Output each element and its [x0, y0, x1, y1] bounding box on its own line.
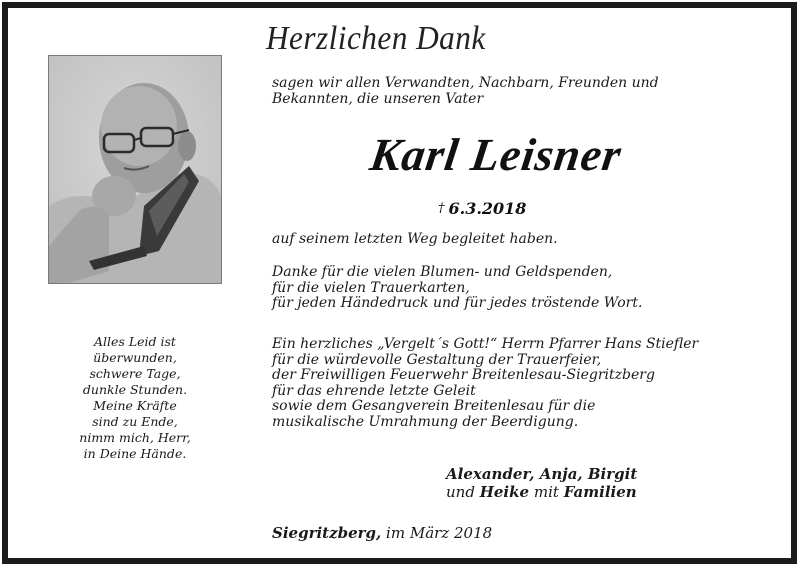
poem-line: nimm mich, Herr, — [79, 430, 191, 445]
poem-line: überwunden, — [93, 350, 177, 365]
intro-line: Bekannten, die unseren Vater — [272, 90, 484, 107]
memorial-poem — [58, 334, 212, 462]
signers-line-1 — [446, 465, 637, 483]
signer-families: Familien — [563, 483, 637, 501]
death-date-line — [438, 199, 526, 218]
signer-name: Heike — [479, 483, 530, 501]
signer-connector: mit — [533, 483, 559, 501]
poem-line: Meine Kräfte — [93, 398, 177, 413]
place-town: Siegritzberg, — [272, 524, 382, 542]
signers-line-2 — [446, 483, 637, 501]
portrait-photo — [48, 55, 222, 284]
place-date: im März 2018 — [386, 524, 493, 542]
place-and-date — [272, 524, 492, 542]
paragraph-line: für die vielen Trauerkarten, — [272, 279, 470, 296]
cross-icon: † — [438, 201, 445, 216]
portrait-image — [49, 56, 221, 283]
intro-text — [272, 76, 659, 107]
poem-line: dunkle Stunden. — [82, 382, 188, 397]
intro-line: sagen wir allen Verwandten, Nachbarn, Freunden und — [272, 75, 659, 91]
deceased-name: Karl Leisner — [366, 129, 626, 180]
paragraph-line: für jeden Händedruck und für jedes tröstende Wort. — [272, 295, 643, 311]
poem-line: Alles Leid ist — [94, 334, 176, 349]
signers — [446, 465, 637, 501]
poem-line: sind zu Ende, — [92, 414, 178, 429]
paragraph-line: sowie dem Gesangverein Breitenlesau für die — [272, 398, 596, 414]
notice-heading: Herzlichen Dank — [266, 20, 486, 57]
paragraph-line: Ein herzliches „Vergelt´s Gott!“ Herrn Pfarrer Hans Stiefler — [272, 336, 699, 352]
signer-connector: und — [446, 483, 475, 501]
signer-names: Alexander, Anja, Birgit — [446, 465, 638, 483]
paragraph-acknowledgements — [272, 337, 698, 430]
paragraph-line: auf seinem letzten Weg begleitet haben. — [272, 231, 558, 247]
paragraph-accompanied — [272, 232, 558, 248]
paragraph-thanks — [272, 265, 642, 312]
death-date: 6.3.2018 — [448, 199, 527, 218]
paragraph-line: für das ehrende letzte Geleit — [272, 382, 476, 399]
poem-line: schwere Tage, — [89, 366, 181, 381]
paragraph-line: musikalische Umrahmung der Beerdigung. — [272, 413, 579, 430]
poem-line: in Deine Hände. — [83, 446, 187, 461]
paragraph-line: Danke für die vielen Blumen- und Geldspenden, — [272, 264, 613, 280]
paragraph-line: für die würdevolle Gestaltung der Trauerfeier, — [272, 351, 602, 368]
paragraph-line: der Freiwilligen Feuerwehr Breitenlesau-Siegritzberg — [272, 367, 655, 383]
